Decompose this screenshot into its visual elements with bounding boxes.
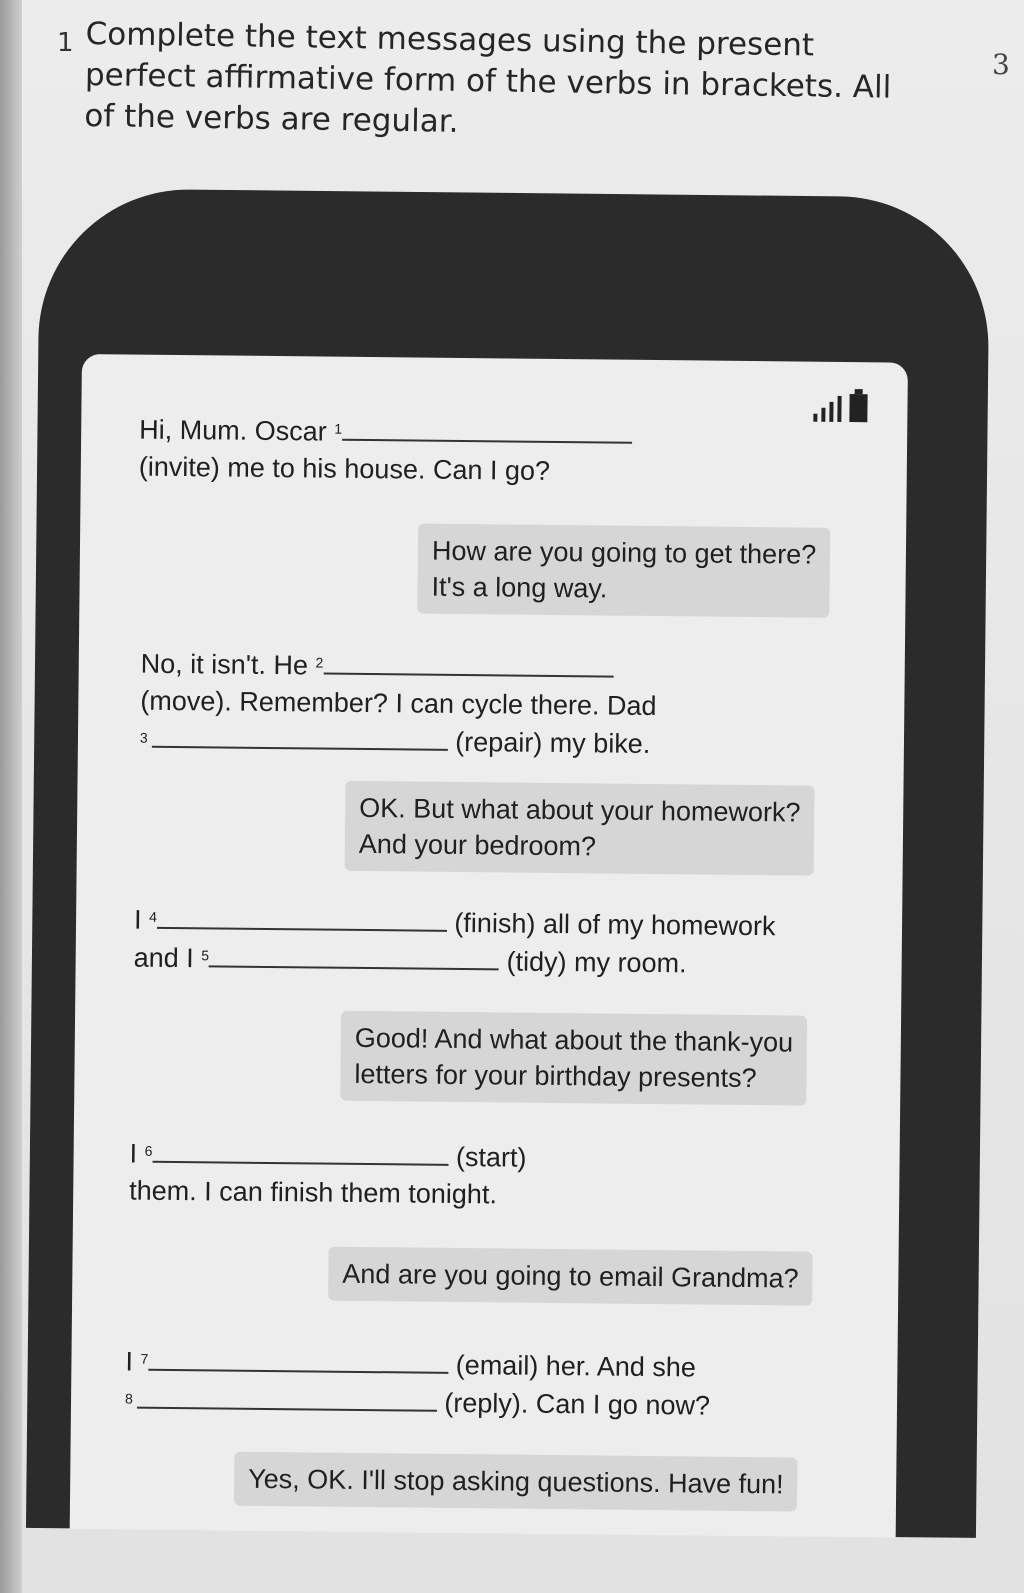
message-text: (tidy) my room.: [506, 946, 687, 979]
gap-number-1: 1: [334, 420, 343, 437]
message-received-3: [340, 1011, 807, 1106]
answer-blank-1[interactable]: [342, 413, 632, 444]
message-text: Good! And what about the thank-you: [354, 1022, 794, 1058]
answer-blank-8[interactable]: [137, 1381, 437, 1412]
message-sent-4: [129, 1135, 527, 1214]
message-text: (move). Remember? I can cycle there. Dad: [140, 685, 657, 722]
page-shadow: [0, 0, 22, 1593]
message-sent-1: [139, 411, 633, 491]
message-sent-5: [125, 1343, 711, 1425]
message-text: them. I can finish them tonight.: [129, 1175, 498, 1210]
answer-blank-7[interactable]: [148, 1343, 448, 1374]
signal-icon: [813, 396, 841, 422]
exercise-number: 1: [57, 28, 74, 58]
answer-blank-2[interactable]: [323, 647, 613, 678]
message-text: I: [125, 1346, 134, 1377]
message-received-4: [328, 1247, 813, 1306]
gap-number-6: 6: [144, 1142, 153, 1159]
gap-number-2: 2: [315, 654, 324, 671]
page-number: 3: [992, 48, 1010, 81]
message-text: No, it isn't. He: [140, 648, 309, 681]
message-text: and I: [133, 942, 194, 974]
gap-number-3: 3: [139, 729, 148, 746]
message-sent-2: [140, 645, 657, 763]
gap-number-4: 4: [149, 908, 158, 925]
message-text: And are you going to email Grandma?: [342, 1258, 799, 1294]
gap-number-7: 7: [140, 1350, 149, 1367]
battery-icon: [849, 394, 867, 422]
message-text: OK. But what about your homework?: [359, 792, 801, 828]
message-text: (invite) me to his house. Can I go?: [138, 451, 551, 486]
message-text: (reply). Can I go now?: [444, 1387, 711, 1421]
message-text: How are you going to get there?: [431, 535, 817, 570]
message-text: (email) her. And she: [455, 1349, 697, 1383]
message-text: It's a long way.: [431, 571, 608, 604]
answer-blank-3[interactable]: [152, 720, 448, 751]
message-text: (start): [455, 1141, 527, 1173]
answer-blank-5[interactable]: [209, 939, 499, 970]
message-text: Yes, OK. I'll stop asking questions. Have fun!: [248, 1463, 784, 1500]
message-text: (repair) my bike.: [455, 726, 651, 759]
exercise-instruction: Complete the text messages using the present perfect affirmative form of the verbs in brackets. All of the verbs are regular.: [84, 15, 892, 140]
gap-number-8: 8: [124, 1390, 133, 1407]
gap-number-5: 5: [201, 947, 210, 964]
message-text: letters for your birthday presents?: [354, 1058, 757, 1094]
message-sent-3: [133, 901, 775, 984]
message-received-2: [345, 781, 815, 876]
status-bar: [813, 394, 867, 423]
message-received-1: [417, 524, 830, 618]
message-received-5: [234, 1452, 798, 1512]
message-text: And your bedroom?: [358, 828, 597, 862]
message-text: I: [133, 904, 142, 935]
message-text: I: [129, 1138, 138, 1169]
answer-blank-6[interactable]: [152, 1135, 448, 1166]
message-text: Hi, Mum. Oscar: [139, 414, 327, 447]
phone-screen: [70, 354, 908, 1538]
answer-blank-4[interactable]: [157, 901, 447, 932]
message-text: (finish) all of my homework: [454, 907, 776, 942]
